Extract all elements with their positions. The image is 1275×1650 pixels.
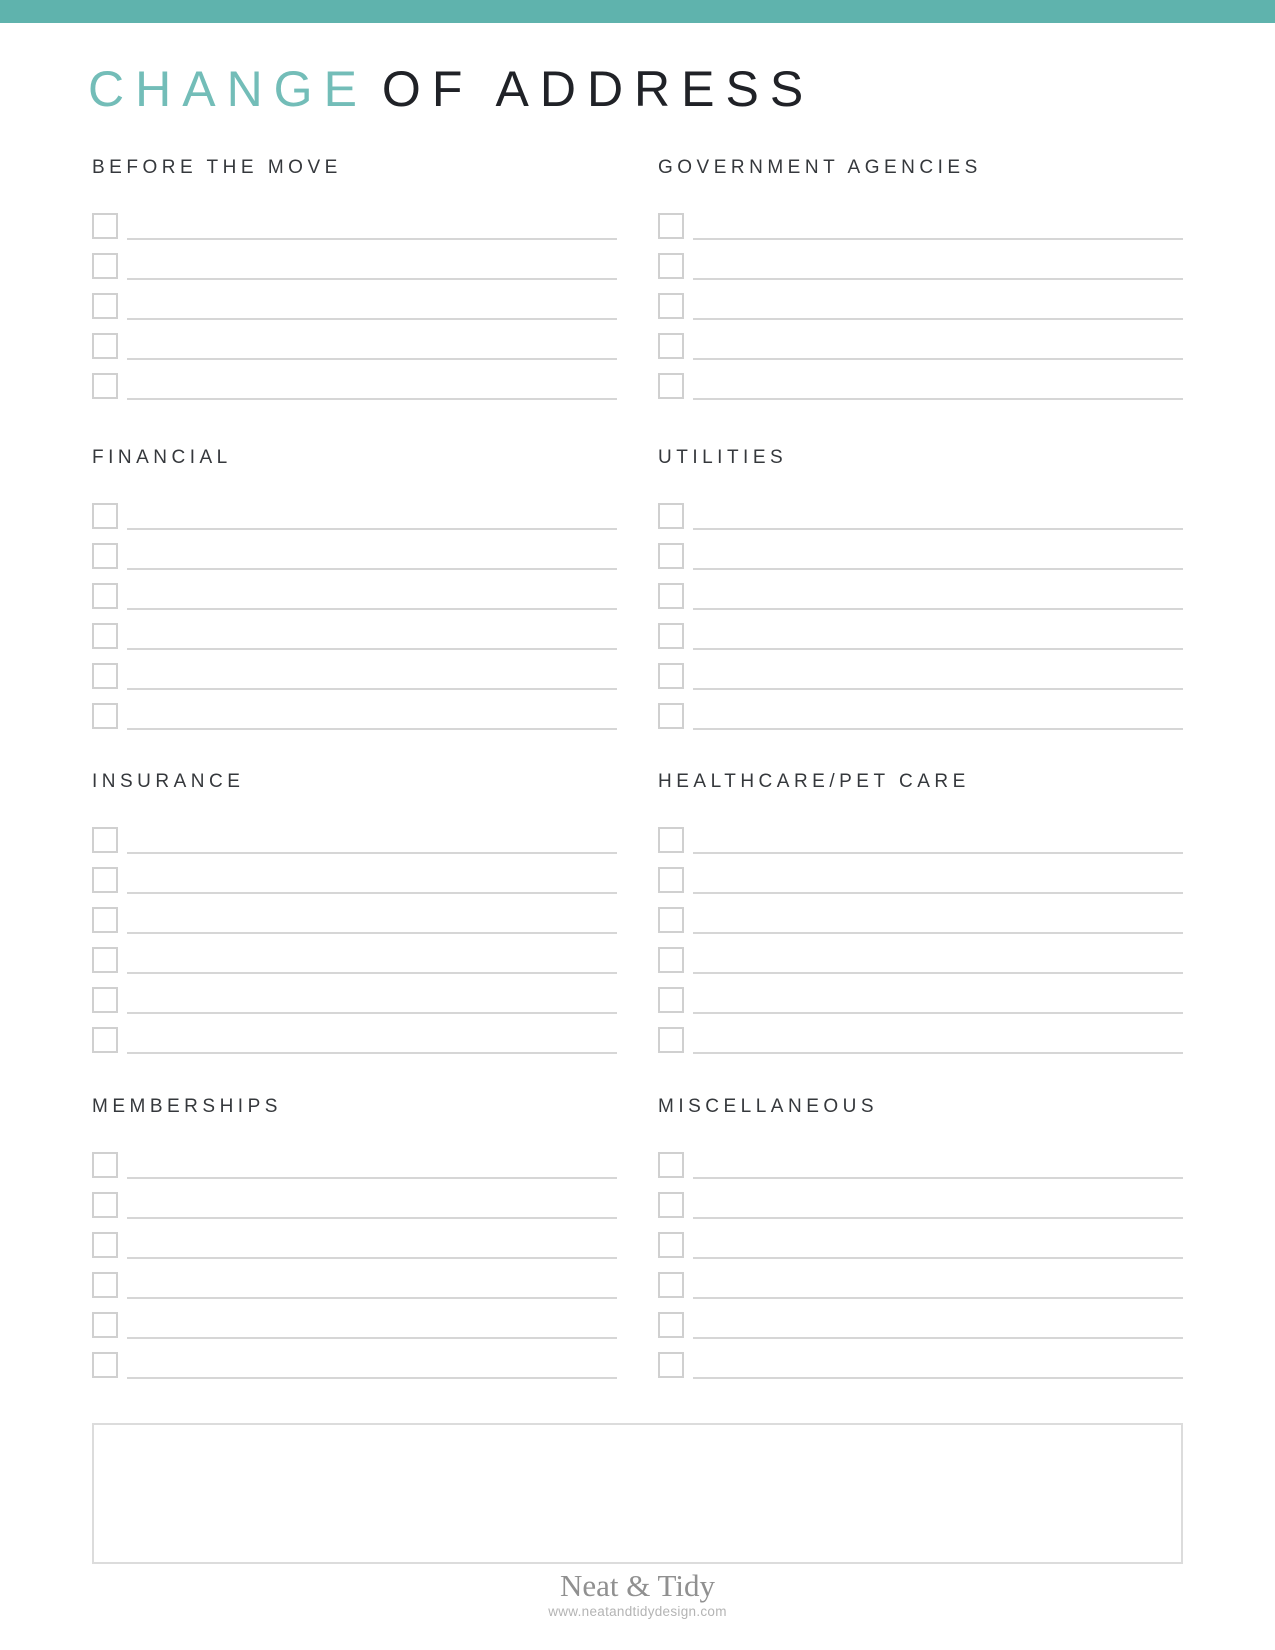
- section-rows: [92, 213, 617, 413]
- checkbox[interactable]: [92, 253, 118, 279]
- section-title-insurance: INSURANCE: [92, 771, 245, 792]
- section-financial: [92, 449, 617, 743]
- fill-in-line[interactable]: [693, 663, 1183, 690]
- checkbox[interactable]: [92, 213, 118, 239]
- checklist-row: [92, 293, 617, 333]
- checkbox[interactable]: [92, 623, 118, 649]
- footer: [0, 1570, 1275, 1620]
- checkbox[interactable]: [658, 703, 684, 729]
- checklist-row: [658, 583, 1183, 623]
- section-title-memberships: MEMBERSHIPS: [92, 1096, 282, 1117]
- top-accent-bar: [0, 0, 1275, 23]
- checklist-row: [658, 1272, 1183, 1312]
- checkbox[interactable]: [92, 333, 118, 359]
- checklist-row: [658, 253, 1183, 293]
- brand-logo: Neat & Tidy: [559, 1568, 716, 1603]
- section-miscellaneous: [658, 1098, 1183, 1392]
- checklist-row: [658, 543, 1183, 583]
- fill-in-line[interactable]: [127, 623, 617, 650]
- fill-in-line[interactable]: [693, 947, 1183, 974]
- checklist-row: [92, 1192, 617, 1232]
- checkbox[interactable]: [92, 543, 118, 569]
- checkbox[interactable]: [658, 503, 684, 529]
- checkbox[interactable]: [92, 1272, 118, 1298]
- checkbox[interactable]: [658, 907, 684, 933]
- checklist-row: [658, 293, 1183, 333]
- fill-in-line[interactable]: [693, 1192, 1183, 1219]
- checklist-row: [92, 1272, 617, 1312]
- section-insurance: [92, 773, 617, 1067]
- checkbox[interactable]: [92, 373, 118, 399]
- section-rows: [658, 1152, 1183, 1392]
- section-title-before-the-move: BEFORE THE MOVE: [92, 157, 342, 178]
- checkbox[interactable]: [658, 663, 684, 689]
- brand-website: www.neatandtidydesign.com: [548, 1604, 727, 1619]
- checklist-row: [92, 907, 617, 947]
- fill-in-line[interactable]: [127, 663, 617, 690]
- checklist-row: [92, 827, 617, 867]
- fill-in-line[interactable]: [693, 1312, 1183, 1339]
- checkbox[interactable]: [92, 987, 118, 1013]
- fill-in-line[interactable]: [693, 503, 1183, 530]
- checklist-row: [658, 333, 1183, 373]
- checkbox[interactable]: [658, 543, 684, 569]
- fill-in-line[interactable]: [693, 333, 1183, 360]
- fill-in-line[interactable]: [127, 293, 617, 320]
- checkbox[interactable]: [92, 867, 118, 893]
- checklist-row: [92, 703, 617, 743]
- title-rest: OF ADDRESS: [381, 61, 815, 117]
- fill-in-line[interactable]: [693, 1152, 1183, 1179]
- checklist-row: [92, 373, 617, 413]
- checklist-row: [658, 1352, 1183, 1392]
- fill-in-line[interactable]: [127, 503, 617, 530]
- section-rows: [92, 503, 617, 743]
- fill-in-line[interactable]: [127, 907, 617, 934]
- checkbox[interactable]: [92, 1192, 118, 1218]
- fill-in-line[interactable]: [127, 543, 617, 570]
- checkbox[interactable]: [92, 583, 118, 609]
- fill-in-line[interactable]: [693, 253, 1183, 280]
- fill-in-line[interactable]: [127, 947, 617, 974]
- checkbox[interactable]: [658, 583, 684, 609]
- checkbox[interactable]: [658, 827, 684, 853]
- checklist-row: [658, 373, 1183, 413]
- checklist-row: [92, 1352, 617, 1392]
- checklist-row: [92, 333, 617, 373]
- fill-in-line[interactable]: [693, 827, 1183, 854]
- checkbox[interactable]: [92, 947, 118, 973]
- checklist-row: [658, 1027, 1183, 1067]
- section-rows: [658, 827, 1183, 1067]
- checkbox[interactable]: [92, 827, 118, 853]
- fill-in-line[interactable]: [693, 293, 1183, 320]
- checklist-row: [92, 867, 617, 907]
- checklist-row: [92, 503, 617, 543]
- checklist-row: [658, 213, 1183, 253]
- checklist-row: [92, 1027, 617, 1067]
- fill-in-line[interactable]: [127, 213, 617, 240]
- checkbox[interactable]: [92, 293, 118, 319]
- fill-in-line[interactable]: [127, 1192, 617, 1219]
- checkbox[interactable]: [658, 293, 684, 319]
- fill-in-line[interactable]: [693, 1027, 1183, 1054]
- checklist-row: [658, 703, 1183, 743]
- fill-in-line[interactable]: [693, 867, 1183, 894]
- checklist-row: [92, 253, 617, 293]
- checklist-row: [92, 947, 617, 987]
- checklist-row: [658, 1152, 1183, 1192]
- title-highlight: CHANGE: [88, 61, 368, 117]
- section-rows: [92, 1152, 617, 1392]
- fill-in-line[interactable]: [127, 1152, 617, 1179]
- section-government-agencies: [658, 159, 1183, 413]
- checklist-row: [92, 663, 617, 703]
- checklist-row: [92, 583, 617, 623]
- fill-in-line[interactable]: [693, 703, 1183, 730]
- checklist-row: [658, 503, 1183, 543]
- checkbox[interactable]: [658, 213, 684, 239]
- section-title-government-agencies: GOVERNMENT AGENCIES: [658, 157, 982, 178]
- notes-box[interactable]: [92, 1423, 1183, 1564]
- checklist-row: [658, 663, 1183, 703]
- fill-in-line[interactable]: [127, 253, 617, 280]
- checkbox[interactable]: [92, 907, 118, 933]
- section-rows: [658, 213, 1183, 413]
- checkbox[interactable]: [92, 703, 118, 729]
- checkbox[interactable]: [658, 867, 684, 893]
- checklist-row: [92, 1232, 617, 1272]
- checkbox[interactable]: [92, 1352, 118, 1378]
- checkbox[interactable]: [658, 623, 684, 649]
- checkbox[interactable]: [92, 1232, 118, 1258]
- checkbox[interactable]: [658, 1232, 684, 1258]
- checklist-row: [92, 623, 617, 663]
- checkbox[interactable]: [658, 1192, 684, 1218]
- checklist-row: [658, 867, 1183, 907]
- fill-in-line[interactable]: [693, 987, 1183, 1014]
- checklist-row: [92, 213, 617, 253]
- checkbox[interactable]: [658, 333, 684, 359]
- fill-in-line[interactable]: [693, 1352, 1183, 1379]
- checklist-row: [92, 987, 617, 1027]
- checkbox[interactable]: [658, 1027, 684, 1053]
- checklist-row: [658, 827, 1183, 867]
- checkbox[interactable]: [658, 1152, 684, 1178]
- section-memberships: [92, 1098, 617, 1392]
- checklist-row: [658, 623, 1183, 663]
- fill-in-line[interactable]: [127, 583, 617, 610]
- checkbox[interactable]: [658, 1352, 684, 1378]
- fill-in-line[interactable]: [127, 827, 617, 854]
- checkbox[interactable]: [658, 253, 684, 279]
- fill-in-line[interactable]: [127, 987, 617, 1014]
- checkbox[interactable]: [658, 987, 684, 1013]
- checklist-row: [92, 1152, 617, 1192]
- checkbox[interactable]: [92, 1152, 118, 1178]
- checklist-row: [92, 543, 617, 583]
- checkbox[interactable]: [92, 503, 118, 529]
- section-title-financial: FINANCIAL: [92, 447, 232, 468]
- fill-in-line[interactable]: [693, 1272, 1183, 1299]
- checkbox[interactable]: [92, 663, 118, 689]
- fill-in-line[interactable]: [127, 1272, 617, 1299]
- section-healthcare-pet-care: [658, 773, 1183, 1067]
- fill-in-line[interactable]: [127, 1232, 617, 1259]
- fill-in-line[interactable]: [127, 703, 617, 730]
- checklist-row: [658, 987, 1183, 1027]
- checklist-row: [658, 1312, 1183, 1352]
- fill-in-line[interactable]: [693, 373, 1183, 400]
- page-title: [88, 61, 815, 117]
- checklist-row: [658, 947, 1183, 987]
- checkbox[interactable]: [658, 1312, 684, 1338]
- fill-in-line[interactable]: [693, 907, 1183, 934]
- fill-in-line[interactable]: [693, 543, 1183, 570]
- section-before-the-move: [92, 159, 617, 413]
- fill-in-line[interactable]: [693, 623, 1183, 650]
- checkbox[interactable]: [92, 1027, 118, 1053]
- fill-in-line[interactable]: [693, 1232, 1183, 1259]
- section-title-healthcare-pet-care: HEALTHCARE/PET CARE: [658, 771, 970, 792]
- fill-in-line[interactable]: [693, 213, 1183, 240]
- section-utilities: [658, 449, 1183, 743]
- checkbox[interactable]: [92, 1312, 118, 1338]
- fill-in-line[interactable]: [127, 1312, 617, 1339]
- fill-in-line[interactable]: [127, 373, 617, 400]
- checkbox[interactable]: [658, 1272, 684, 1298]
- checklist-row: [658, 1192, 1183, 1232]
- fill-in-line[interactable]: [127, 1027, 617, 1054]
- checklist-row: [658, 907, 1183, 947]
- section-rows: [92, 827, 617, 1067]
- checklist-row: [92, 1312, 617, 1352]
- checkbox[interactable]: [658, 947, 684, 973]
- fill-in-line[interactable]: [127, 333, 617, 360]
- section-title-miscellaneous: MISCELLANEOUS: [658, 1096, 879, 1117]
- section-title-utilities: UTILITIES: [658, 447, 788, 468]
- checklist-row: [658, 1232, 1183, 1272]
- fill-in-line[interactable]: [693, 583, 1183, 610]
- fill-in-line[interactable]: [127, 1352, 617, 1379]
- fill-in-line[interactable]: [127, 867, 617, 894]
- section-rows: [658, 503, 1183, 743]
- checkbox[interactable]: [658, 373, 684, 399]
